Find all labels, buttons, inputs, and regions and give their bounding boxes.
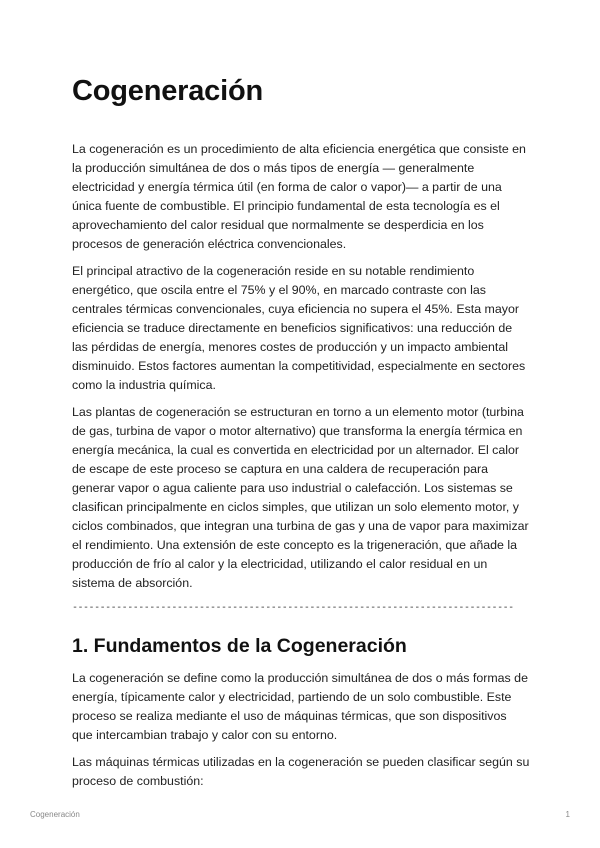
- intro-paragraph-2: El principal atractivo de la cogeneración reside en su notable rendimiento energético, que oscila entre el 75% y el 90%, en marcado contraste con las centrales térmicas convencionales, cuya eficiencia no supera el 45%. Esta mayor eficiencia se traduce directamente en beneficios significativos: una reducción de las pérdidas de energía, menores costes de producción y un impacto ambiental disminuido. Estos factores aumentan la competitividad, especialmente en sectores como la industria química.: [72, 264, 526, 392]
- page-title: Cogeneración: [72, 75, 263, 107]
- page-number: 1: [565, 810, 570, 819]
- section-divider: --------------------------------------------------------------------------------: [72, 602, 514, 613]
- footer-title: Cogeneración: [30, 810, 80, 819]
- intro-paragraph-1: La cogeneración es un procedimiento de alta eficiencia energética que consiste en la producción simultánea de dos o más tipos de energía — generalmente electricidad y energía térmica útil (en forma de calor o vapor)— a partir de una única fuente de combustible. El principio fundamental de esta tecnología es el aprovechamiento del calor residual que normalmente se desperdicia en los procesos de generación eléctrica convencionales.: [72, 142, 526, 251]
- document-page: [72, 70, 530, 799]
- page-footer: [30, 810, 570, 822]
- section-heading: 1. Fundamentos de la Cogeneración: [72, 635, 407, 657]
- intro-paragraph-3: Las plantas de cogeneración se estructuran en torno a un elemento motor (turbina de gas, turbina de vapor o motor alternativo) que transforma la energía térmica en energía mecánica, la cual es convertida en electricidad por un alternador. El calor de escape de este proceso se captura en una caldera de recuperación para generar vapor o agua caliente para uso industrial o calefacción. Los sistemas se clasifican principalmente en ciclos simples, que utilizan un solo elemento motor, y ciclos combinados, que integran una turbina de gas y una de vapor para maximizar el rendimiento. Una extensión de este concepto es la trigeneración, que añade la producción de frío al calor y la electricidad, utilizando el calor residual en un sistema de absorción.: [72, 405, 529, 590]
- section-paragraph-1: La cogeneración se define como la producción simultánea de dos o más formas de energía, típicamente calor y electricidad, partiendo de un solo combustible. Este proceso se realiza mediante el uso de máquinas térmicas, que son dispositivos que intercambian trabajo y calor con su entorno.: [72, 671, 528, 742]
- section-paragraph-2: Las máquinas térmicas utilizadas en la cogeneración se pueden clasificar según su proceso de combustión:: [72, 755, 530, 788]
